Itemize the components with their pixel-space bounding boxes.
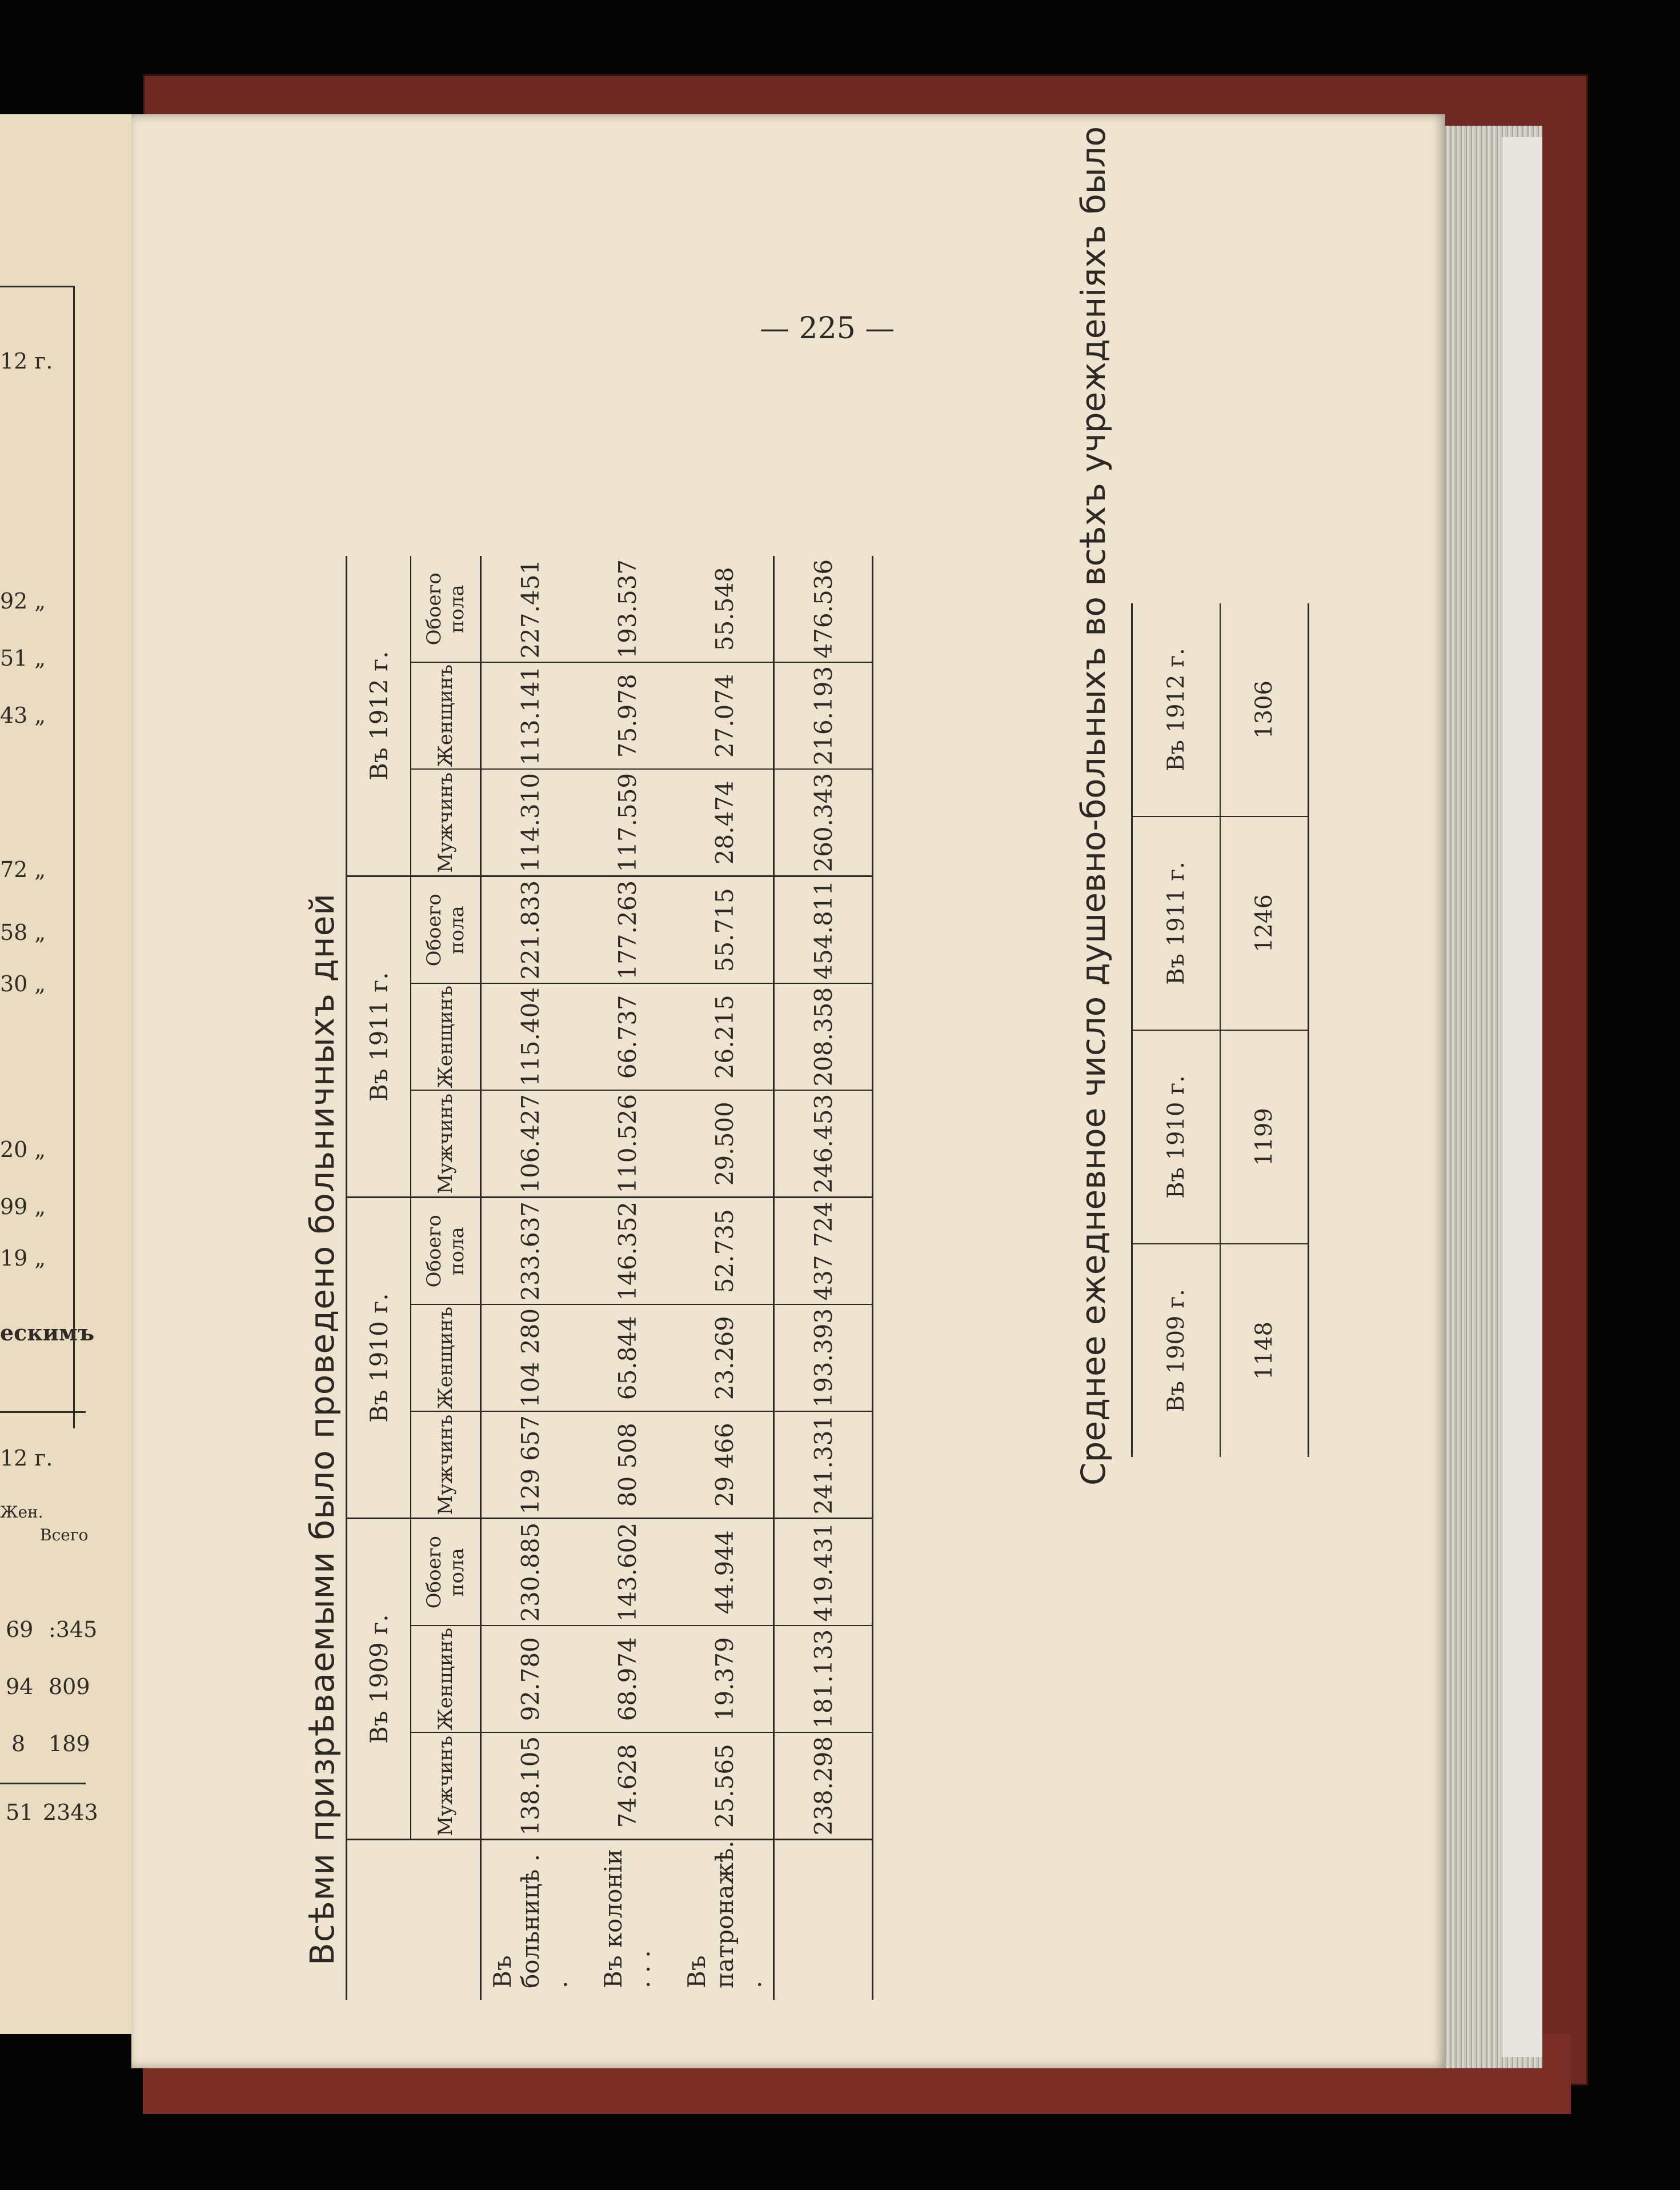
avg-value: 1246 — [1220, 816, 1309, 1030]
totals-row — [774, 556, 873, 2000]
fragment: 69 — [6, 1617, 34, 1642]
col-both: Обоего пола — [411, 1519, 481, 1626]
fragment: 43 „ — [0, 703, 46, 728]
total-cell: 476.536 — [774, 556, 873, 662]
year-header-row — [1132, 603, 1221, 1457]
col-female: Женщинъ — [411, 1626, 481, 1732]
value-row — [1220, 603, 1309, 1457]
cell: 106.427 — [481, 1090, 579, 1198]
corner-cell — [347, 1840, 411, 2000]
row-label: Въ больницѣ . . — [488, 1853, 572, 1988]
year-header: Въ 1911 г. — [1132, 816, 1221, 1030]
fragment: 30 „ — [0, 971, 46, 996]
total-cell: 246.453 — [774, 1090, 873, 1198]
cell: 29.500 — [676, 1090, 774, 1198]
cell: 55.715 — [676, 876, 774, 984]
fragment: 92 „ — [0, 588, 46, 614]
avg-value: 1148 — [1220, 1244, 1309, 1457]
cell: 114.310 — [481, 769, 579, 876]
fragment: 809 — [49, 1674, 90, 1699]
col-both: Обоего пола — [411, 876, 481, 984]
cell: 113.141 — [481, 662, 579, 769]
col-female: Женщинъ — [411, 983, 481, 1090]
year-header: Въ 1910 г. — [347, 1198, 411, 1519]
cell: 44.944 — [676, 1519, 774, 1626]
fragment: 72 „ — [0, 857, 46, 882]
year-header: Въ 1911 г. — [347, 876, 411, 1198]
cell: 143.602 — [579, 1519, 676, 1626]
fragment: 58 „ — [0, 920, 46, 945]
cell: 230.885 — [481, 1519, 579, 1626]
total-cell: 238.298 — [774, 1732, 873, 1840]
cell: 104 280 — [481, 1304, 579, 1411]
avg-value: 1306 — [1220, 603, 1309, 816]
col-female: Женщинъ — [411, 662, 481, 769]
fragment: 20 „ — [0, 1137, 46, 1162]
cell: 27.074 — [676, 662, 774, 769]
table-row — [676, 556, 774, 2000]
cell: 75.978 — [579, 662, 676, 769]
fragment: Всего — [40, 1526, 89, 1544]
cell: 29 466 — [676, 1411, 774, 1519]
col-male: Мужчинъ — [411, 769, 481, 876]
total-cell: 241.331 — [774, 1411, 873, 1519]
cell: 193.537 — [579, 556, 676, 662]
total-cell: 437 724 — [774, 1198, 873, 1305]
fragment: 12 г. — [0, 349, 53, 374]
year-header: Въ 1912 г. — [347, 556, 411, 876]
cell: 80 508 — [579, 1411, 676, 1519]
cell: 68.974 — [579, 1626, 676, 1732]
cell: 233.637 — [481, 1198, 579, 1305]
fragment: ескимъ — [0, 1320, 95, 1346]
year-header: Въ 1912 г. — [1132, 603, 1221, 816]
cell: 23.269 — [676, 1304, 774, 1411]
fragment: 19 „ — [0, 1246, 46, 1271]
hospital-days-table — [346, 556, 873, 2000]
rule — [0, 1783, 86, 1784]
total-cell: 454.811 — [774, 876, 873, 984]
cell: 65.844 — [579, 1304, 676, 1411]
col-male: Мужчинъ — [411, 1732, 481, 1840]
cell: 92.780 — [481, 1626, 579, 1732]
cell: 66.737 — [579, 983, 676, 1090]
total-cell: 260.343 — [774, 769, 873, 876]
cell: 146.352 — [579, 1198, 676, 1305]
cell: 55.548 — [676, 556, 774, 662]
cell: 25.565 — [676, 1732, 774, 1840]
total-cell: 181.133 — [774, 1626, 873, 1732]
cell: 138.105 — [481, 1732, 579, 1840]
table-title: Всѣми призрѣваемыми было проведено больничныхъ дней — [303, 893, 342, 1965]
col-both: Обоего пола — [411, 556, 481, 662]
col-male: Мужчинъ — [411, 1090, 481, 1198]
daily-average-table — [1131, 603, 1309, 1457]
total-cell: 419.431 — [774, 1519, 873, 1626]
page-number: — 225 — — [760, 311, 895, 346]
cell: 110.526 — [579, 1090, 676, 1198]
page-stack-edge — [1502, 137, 1542, 2057]
cell: 177.263 — [579, 876, 676, 984]
fragment: 189 — [49, 1731, 90, 1756]
cell: 74.628 — [579, 1732, 676, 1840]
cell: 117.559 — [579, 769, 676, 876]
cell: 19.379 — [676, 1626, 774, 1732]
book-page — [131, 114, 1445, 2068]
total-cell: 216.193 — [774, 662, 873, 769]
fragment: 99 „ — [0, 1194, 46, 1219]
year-header: Въ 1910 г. — [1132, 1030, 1221, 1244]
fragment: 12 г. — [0, 1446, 53, 1471]
col-male: Мужчинъ — [411, 1411, 481, 1519]
fragment: 51 — [6, 1800, 34, 1825]
fragment: 8 — [11, 1731, 26, 1756]
fragment: :345 — [49, 1617, 98, 1642]
fragment: 2343 — [43, 1800, 98, 1825]
rule — [73, 286, 75, 1428]
year-header: Въ 1909 г. — [347, 1519, 411, 1840]
cell: 26.215 — [676, 983, 774, 1090]
row-label: Въ колоніи . . . — [599, 1849, 655, 1988]
sub-header-row — [411, 556, 481, 2000]
col-female: Женщинъ — [411, 1304, 481, 1411]
previous-page — [0, 114, 131, 2034]
cell: 221.833 — [481, 876, 579, 984]
col-both: Обоего пола — [411, 1198, 481, 1305]
cell: 28.474 — [676, 769, 774, 876]
fragment: 94 — [6, 1674, 34, 1699]
cell: 115.404 — [481, 983, 579, 1090]
avg-value: 1199 — [1220, 1030, 1309, 1244]
cell: 129 657 — [481, 1411, 579, 1519]
fragment: 51 „ — [0, 646, 46, 671]
corner-cell — [411, 1840, 481, 2000]
rule — [0, 286, 74, 287]
row-label — [774, 1840, 873, 2000]
year-header: Въ 1909 г. — [1132, 1244, 1221, 1457]
fragment: Жен. — [0, 1503, 43, 1522]
cell: 227.451 — [481, 556, 579, 662]
total-cell: 208.358 — [774, 983, 873, 1090]
year-header-row — [347, 556, 411, 2000]
cell: 52.735 — [676, 1198, 774, 1305]
table-row — [579, 556, 676, 2000]
avg-table-title: Среднее ежедневное число душевно-больныхъ во всѣхъ учрежденіяхъ было — [1074, 126, 1113, 1486]
table-row — [481, 556, 579, 2000]
total-cell: 193.393 — [774, 1304, 873, 1411]
rule — [0, 1411, 86, 1413]
row-label: Въ патронажѣ. . — [682, 1840, 767, 1988]
